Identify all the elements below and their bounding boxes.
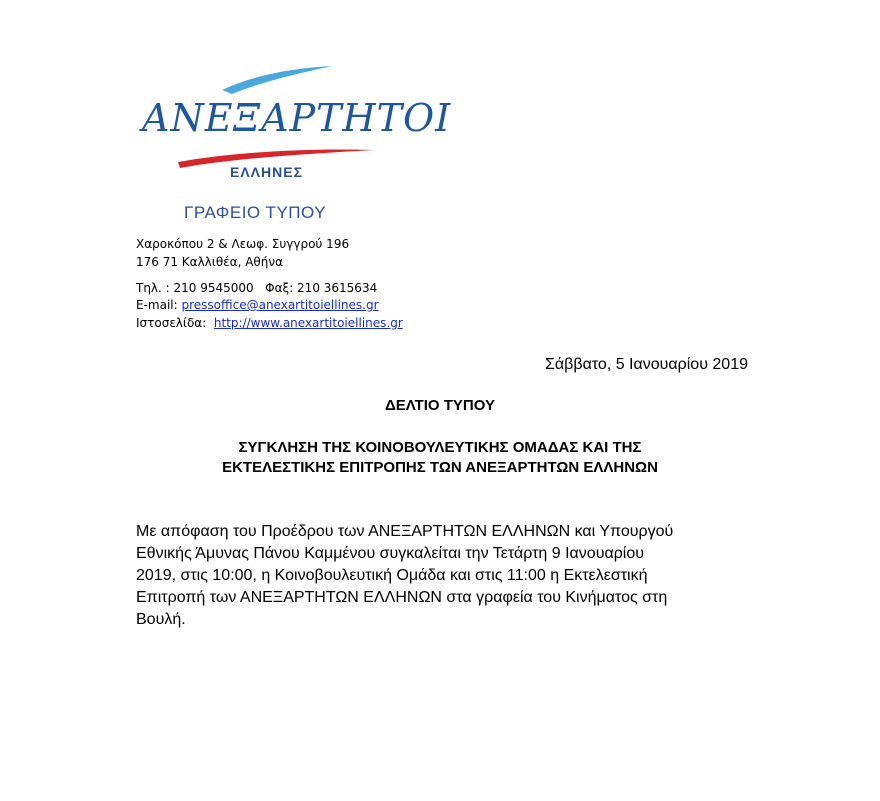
party-logo xyxy=(136,60,452,192)
body-line: Επιτροπή των ΑΝΕΞΑΡΤΗΤΩΝ ΕΛΛΗΝΩΝ στα γραφεία του Κινήματος στη xyxy=(136,589,668,606)
phone: Τηλ. : 210 9545000 xyxy=(136,281,254,295)
email-line xyxy=(136,297,379,314)
headline-line-2: ΕΚΤΕΛΕΣΤΙΚΗΣ ΕΠΙΤΡΟΠΗΣ ΤΩΝ ΑΝΕΞΑΡΤΗΤΩΝ ΕΛΛΗΝΩΝ xyxy=(222,459,658,476)
body-line: 2019, στις 10:00, η Κοινοβουλευτική Ομάδα και στις 11:00 η Εκτελεστική xyxy=(136,567,648,584)
logo-wordmark: ΑΝΕΞΑΡΤΗΤΟΙ xyxy=(142,96,452,140)
phone-fax-line xyxy=(136,280,377,297)
release-date: Σάββατο, 5 Ιανουαρίου 2019 xyxy=(545,356,748,373)
body-line: Βουλή. xyxy=(136,611,186,628)
address-line-2: 176 71 Καλλιθέα, Αθήνα xyxy=(136,255,283,269)
address-line-1: Χαροκόπου 2 & Λεωφ. Συγγρού 196 xyxy=(136,237,350,251)
email-link[interactable]: pressoffice@anexartitoiellines.gr xyxy=(181,298,379,312)
fax: Φαξ: 210 3615634 xyxy=(265,281,378,295)
logo-blue-swoosh xyxy=(222,66,332,94)
body-line: Με απόφαση του Προέδρου των ΑΝΕΞΑΡΤΗΤΩΝ ΕΛΛΗΝΩΝ και Υπουργού xyxy=(136,523,674,540)
website-line xyxy=(136,315,403,332)
website-label: Ιστοσελίδα: xyxy=(136,316,207,330)
headline xyxy=(0,438,880,478)
headline-line-1: ΣΥΓΚΛΗΣΗ ΤΗΣ ΚΟΙΝΟΒΟΥΛΕΥΤΙΚΗΣ ΟΜΑΔΑΣ ΚΑΙ ΤΗΣ xyxy=(238,439,642,456)
document-title: ΔΕΛΤΙΟ ΤΥΠΟΥ xyxy=(385,397,495,414)
email-label: E-mail: xyxy=(136,298,178,312)
website-link[interactable]: http://www.anexartitoiellines.gr xyxy=(213,316,403,330)
logo-subtitle: ΕΛΛΗΝΕΣ xyxy=(230,164,303,180)
body-line: Εθνικής Άμυνας Πάνου Καμμένου συγκαλείται την Τετάρτη 9 Ιανουαρίου xyxy=(136,545,644,562)
press-office-title: ΓΡΑΦΕΙΟ ΤΥΠΟΥ xyxy=(184,203,327,222)
body-paragraph xyxy=(136,521,750,631)
